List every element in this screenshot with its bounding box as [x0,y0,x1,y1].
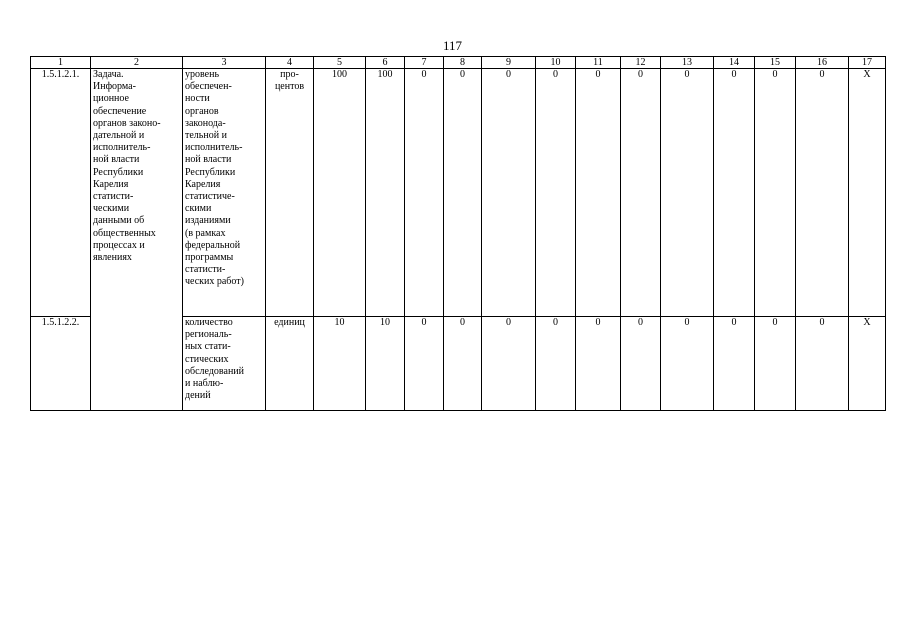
indicator-name: уровень обеспечен- ности органов законода- тельной и исполнитель- ной власти Республики Карелия статистиче- скими изданиями (в рамках федеральной программы статисти- ческих работ) [183,69,266,317]
row-code: 1.5.1.2.2. [31,317,91,411]
value-cell: 100 [366,69,405,317]
column-number: 3 [183,57,266,69]
value-cell: 0 [576,69,621,317]
value-cell: 0 [796,69,849,317]
value-cell: 0 [621,69,661,317]
column-number: 11 [576,57,621,69]
column-number: 14 [714,57,755,69]
column-number: 17 [849,57,886,69]
column-number: 5 [314,57,366,69]
value-cell: 0 [536,69,576,317]
indicator-name: количество региональ- ных стати- стических обследований и наблю- дений [183,317,266,411]
value-cell: Х [849,69,886,317]
value-cell: 0 [405,317,444,411]
value-cell: 0 [444,69,482,317]
value-cell: 0 [755,317,796,411]
column-number: 9 [482,57,536,69]
value-cell: 0 [661,69,714,317]
value-cell: 0 [621,317,661,411]
value-cell: 100 [314,69,366,317]
value-cell: 0 [755,69,796,317]
value-cell: 0 [444,317,482,411]
value-cell: 0 [796,317,849,411]
page-number: 117 [442,38,463,53]
indicator-table [30,56,886,411]
table-row [31,69,886,317]
column-number: 13 [661,57,714,69]
column-number: 16 [796,57,849,69]
row-code: 1.5.1.2.1. [31,69,91,317]
value-cell: Х [849,317,886,411]
column-number: 15 [755,57,796,69]
value-cell: 0 [714,317,755,411]
unit-of-measure: единиц [266,317,314,411]
value-cell: 0 [482,69,536,317]
column-number: 1 [31,57,91,69]
column-number: 7 [405,57,444,69]
value-cell: 10 [366,317,405,411]
value-cell: 0 [536,317,576,411]
column-number: 12 [621,57,661,69]
column-number: 2 [91,57,183,69]
column-number: 10 [536,57,576,69]
value-cell: 0 [405,69,444,317]
column-number: 8 [444,57,482,69]
unit-of-measure: про- центов [266,69,314,317]
value-cell: 0 [714,69,755,317]
column-number: 6 [366,57,405,69]
value-cell: 0 [661,317,714,411]
value-cell: 0 [482,317,536,411]
task-description: Задача. Информа- ционное обеспечение органов законо- дательной и исполнитель- ной власти Республики Карелия статисти- ческими данными об общественных процессах и явлениях [91,69,183,411]
column-number: 4 [266,57,314,69]
value-cell: 10 [314,317,366,411]
column-number-row [31,57,886,69]
value-cell: 0 [576,317,621,411]
